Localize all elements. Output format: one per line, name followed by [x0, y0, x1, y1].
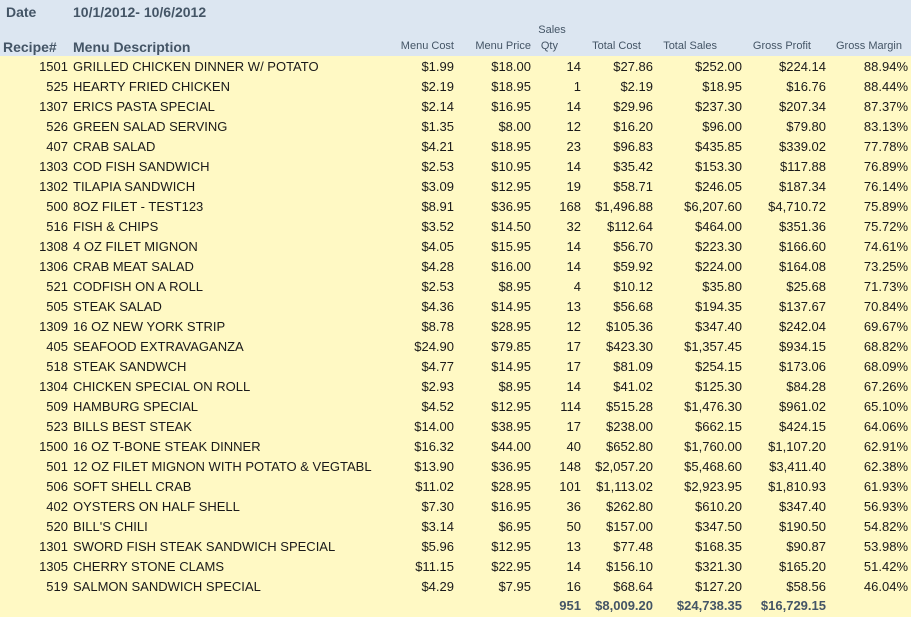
sales-qty-cell: 14: [566, 239, 581, 254]
menu-cost-cell: $2.93: [421, 379, 454, 394]
gross-margin-cell: 71.73%: [863, 279, 908, 294]
table-row: [0, 396, 911, 416]
menu-description-cell: CRAB MEAT SALAD: [73, 259, 194, 274]
total-sales-cell: $2,923.95: [684, 479, 742, 494]
total-cost-cell: $56.70: [613, 239, 653, 254]
recipe-number-cell: 1307: [39, 99, 68, 114]
date-label: Date: [6, 4, 37, 20]
menu-cost-cell: $2.14: [421, 99, 454, 114]
gross-profit-cell: $347.40: [779, 499, 826, 514]
gross-profit-column-header: Gross Profit: [752, 40, 811, 52]
menu-description-cell: GRILLED CHICKEN DINNER W/ POTATO: [73, 59, 319, 74]
recipe-number-cell: 518: [46, 359, 68, 374]
total-cost-cell: $652.80: [606, 439, 653, 454]
recipe-number-cell: 519: [46, 579, 68, 594]
table-row: [0, 256, 911, 276]
menu-price-cell: $12.95: [491, 399, 531, 414]
total-sales-cell: $1,357.45: [684, 339, 742, 354]
menu-cost-cell: $16.32: [414, 439, 454, 454]
gross-profit-cell: $1,107.20: [768, 439, 826, 454]
total-sales-cell: $252.00: [695, 59, 742, 74]
gross-margin-cell: 76.89%: [863, 159, 908, 174]
menu-description-cell: GREEN SALAD SERVING: [73, 119, 228, 134]
menu-cost-cell: $1.99: [421, 59, 454, 74]
menu-price-cell: $16.00: [491, 259, 531, 274]
sales-header-label: Sales: [538, 24, 566, 36]
gross-margin-cell: 51.42%: [863, 559, 908, 574]
recipe-number-cell: 1306: [39, 259, 68, 274]
total-cost-cell: $262.80: [606, 499, 653, 514]
date-range: 10/1/2012- 10/6/2012: [73, 4, 207, 20]
gross-margin-cell: 65.10%: [863, 399, 908, 414]
gross-margin-column-header: Gross Margin: [835, 40, 902, 52]
recipe-number-cell: 1501: [39, 59, 68, 74]
menu-price-cell: $38.95: [491, 419, 531, 434]
total-sales-column-header: Total Sales: [663, 40, 717, 52]
menu-price-cell: $14.50: [491, 219, 531, 234]
gross-margin-cell: 64.06%: [863, 419, 908, 434]
gross-profit-cell: $351.36: [779, 219, 826, 234]
totals-row: [0, 596, 911, 617]
menu-description-cell: CHERRY STONE CLAMS: [73, 559, 224, 574]
menu-cost-cell: $4.36: [421, 299, 454, 314]
table-row: [0, 196, 911, 216]
menu-price-cell: $12.95: [491, 539, 531, 554]
recipe-number-cell: 516: [46, 219, 68, 234]
gross-margin-cell: 56.93%: [863, 499, 908, 514]
sales-qty-cell: 19: [566, 179, 581, 194]
sales-qty-cell: 14: [566, 59, 581, 74]
menu-description-cell: CODFISH ON A ROLL: [73, 279, 204, 294]
table-row: [0, 556, 911, 576]
sales-qty-cell: 101: [559, 479, 581, 494]
menu-cost-cell: $8.91: [421, 199, 454, 214]
total-sales-cell: $347.40: [695, 319, 742, 334]
gross-profit-cell: $25.68: [786, 279, 826, 294]
gross-margin-cell: 69.67%: [863, 319, 908, 334]
total-sales-cell: $610.20: [695, 499, 742, 514]
recipe-number-cell: 1302: [39, 179, 68, 194]
sales-qty-cell: 32: [566, 219, 581, 234]
total-cost-cell: $112.64: [606, 219, 653, 234]
menu-cost-cell: $24.90: [414, 339, 454, 354]
total-sales-cell: $321.30: [695, 559, 742, 574]
sales-qty-cell: 148: [559, 459, 581, 474]
total-sales-cell: $194.35: [695, 299, 742, 314]
gross-profit-cell: $3,411.40: [769, 459, 826, 474]
gross-margin-cell: 77.78%: [863, 139, 908, 154]
recipe-number-cell: 523: [46, 419, 68, 434]
menu-description-cell: BILLS BEST STEAK: [73, 419, 192, 434]
menu-description-cell: 12 OZ FILET MIGNON WITH POTATO & VEGTABL: [73, 459, 372, 474]
table-row: [0, 156, 911, 176]
recipe-number-cell: 1308: [39, 239, 68, 254]
total-cost-cell: $515.28: [606, 399, 653, 414]
total-cost-cell: $68.64: [613, 579, 653, 594]
recipe-number-cell: 407: [46, 139, 68, 154]
total-sales-cell: $662.15: [695, 419, 742, 434]
sales-qty-cell: 1: [573, 79, 581, 94]
menu-cost-cell: $3.14: [421, 519, 454, 534]
total-cost-cell: $81.09: [613, 359, 653, 374]
total-cost-cell: $56.68: [613, 299, 653, 314]
menu-cost-cell: $4.77: [421, 359, 454, 374]
table-row: [0, 136, 911, 156]
sales-qty-cell: 36: [566, 499, 581, 514]
menu-cost-cell: $4.05: [421, 239, 454, 254]
menu-cost-cell: $3.52: [421, 219, 454, 234]
total-sales-cell: $153.30: [695, 159, 742, 174]
total-sales-cell: $223.30: [695, 239, 742, 254]
gross-profit-cell: $190.50: [779, 519, 826, 534]
gross-profit-cell: $224.14: [779, 59, 826, 74]
menu-description-cell: STEAK SALAD: [73, 299, 162, 314]
menu-cost-cell: $2.53: [421, 159, 454, 174]
menu-cost-cell: $11.15: [415, 559, 454, 574]
menu-price-cell: $18.95: [491, 79, 531, 94]
sales-qty-cell: 114: [560, 399, 581, 414]
total-cost-cell: $41.02: [613, 379, 653, 394]
sales-qty-cell: 168: [559, 199, 581, 214]
table-row: [0, 336, 911, 356]
menu-cost-cell: $3.09: [421, 179, 454, 194]
gross-margin-cell: 67.26%: [863, 379, 908, 394]
gross-profit-cell: $16.76: [786, 79, 826, 94]
gross-profit-cell: $1,810.93: [768, 479, 826, 494]
total-cost-cell: $58.71: [613, 179, 653, 194]
table-row: [0, 216, 911, 236]
menu-price-cell: $18.00: [491, 59, 531, 74]
gross-margin-cell: 76.14%: [863, 179, 908, 194]
recipe-number-cell: 526: [46, 119, 68, 134]
table-row: [0, 356, 911, 376]
menu-description-cell: COD FISH SANDWICH: [73, 159, 210, 174]
sales-qty-cell: 50: [566, 519, 581, 534]
qty-column-header: Qty: [540, 40, 558, 52]
total-cost-cell: $2.19: [620, 79, 653, 94]
total-cost-cell: $238.00: [606, 419, 653, 434]
menu-cost-cell: $11.02: [415, 479, 454, 494]
gross-margin-cell: 68.82%: [863, 339, 908, 354]
menu-price-cell: $14.95: [491, 359, 531, 374]
menu-price-cell: $16.95: [491, 499, 531, 514]
total-sales-cell: $127.20: [695, 579, 742, 594]
total-sales-cell: $347.50: [695, 519, 742, 534]
table-row: [0, 516, 911, 536]
total-sales-cell: $96.00: [702, 119, 742, 134]
menu-price-cell: $18.95: [491, 139, 531, 154]
gross-profit-cell: $173.06: [779, 359, 826, 374]
menu-description-cell: CRAB SALAD: [73, 139, 156, 154]
menu-cost-cell: $5.96: [421, 539, 454, 554]
recipe-number-cell: 521: [46, 279, 68, 294]
gross-margin-cell: 74.61%: [863, 239, 908, 254]
menu-cost-cell: $4.28: [421, 259, 454, 274]
gross-margin-cell: 62.91%: [863, 439, 908, 454]
total-cost-cell: $105.36: [606, 319, 653, 334]
recipe-number-cell: 1304: [39, 379, 68, 394]
sales-qty-cell: 14: [566, 379, 581, 394]
menu-price-cell: $8.95: [498, 379, 531, 394]
recipe-number-cell: 520: [46, 519, 68, 534]
table-row: [0, 116, 911, 136]
menu-description-cell: 16 OZ T-BONE STEAK DINNER: [73, 439, 261, 454]
gross-margin-cell: 62.38%: [863, 459, 908, 474]
gross-profit-sum: $16,729.15: [760, 598, 826, 613]
total-sales-cell: $18.95: [702, 79, 742, 94]
total-cost-cell: $157.00: [606, 519, 653, 534]
menu-cost-cell: $2.19: [421, 79, 454, 94]
menu-cost-column-header: Menu Cost: [400, 40, 454, 52]
gross-margin-cell: 87.37%: [863, 99, 908, 114]
total-cost-cell: $156.10: [606, 559, 653, 574]
menu-cost-cell: $14.00: [414, 419, 454, 434]
menu-price-cell: $36.95: [491, 199, 531, 214]
recipe-number-cell: 509: [46, 399, 68, 414]
total-sales-cell: $125.30: [695, 379, 742, 394]
gross-margin-cell: 83.13%: [863, 119, 908, 134]
table-row: [0, 316, 911, 336]
table-row: [0, 436, 911, 456]
total-sales-cell: $254.15: [695, 359, 742, 374]
table-row: [0, 236, 911, 256]
sales-qty-cell: 13: [566, 539, 581, 554]
menu-price-cell: $12.95: [491, 179, 531, 194]
menu-price-cell: $79.85: [491, 339, 531, 354]
gross-profit-cell: $164.08: [779, 259, 826, 274]
total-cost-cell: $1,496.88: [595, 199, 653, 214]
menu-description-cell: BILL'S CHILI: [73, 519, 148, 534]
total-sales-cell: $5,468.60: [684, 459, 742, 474]
menu-description-cell: 8OZ FILET - TEST123: [73, 199, 204, 214]
table-row: [0, 576, 911, 596]
gross-margin-cell: 88.44%: [863, 79, 908, 94]
menu-price-cell: $8.95: [498, 279, 531, 294]
total-sales-sum: $24,738.35: [676, 598, 742, 613]
sales-qty-cell: 14: [566, 159, 581, 174]
total-cost-cell: $1,113.02: [596, 479, 653, 494]
sales-qty-cell: 17: [566, 339, 581, 354]
table-row: [0, 276, 911, 296]
total-sales-cell: $35.80: [702, 279, 742, 294]
total-cost-cell: $10.12: [613, 279, 653, 294]
menu-price-cell: $16.95: [491, 99, 531, 114]
total-cost-cell: $29.96: [613, 99, 653, 114]
gross-profit-cell: $187.34: [779, 179, 826, 194]
recipe-number-cell: 1301: [39, 539, 68, 554]
total-sales-cell: $464.00: [695, 219, 742, 234]
report-rows: [0, 56, 911, 596]
recipe-number-cell: 1309: [39, 319, 68, 334]
gross-margin-cell: 68.09%: [863, 359, 908, 374]
menu-cost-cell: $4.29: [421, 579, 454, 594]
menu-price-cell: $10.95: [491, 159, 531, 174]
menu-cost-cell: $4.52: [421, 399, 454, 414]
total-qty: 951: [559, 598, 581, 613]
total-cost-cell: $77.48: [613, 539, 653, 554]
menu-price-cell: $15.95: [491, 239, 531, 254]
gross-profit-cell: $4,710.72: [768, 199, 826, 214]
total-sales-cell: $435.85: [695, 139, 742, 154]
total-sales-cell: $237.30: [695, 99, 742, 114]
recipe-number-cell: 1303: [39, 159, 68, 174]
menu-price-cell: $8.00: [498, 119, 531, 134]
menu-description-cell: HEARTY FRIED CHICKEN: [73, 79, 230, 94]
table-row: [0, 536, 911, 556]
menu-price-cell: $36.95: [491, 459, 531, 474]
sales-qty-cell: 4: [573, 279, 581, 294]
menu-price-cell: $14.95: [491, 299, 531, 314]
recipe-number-cell: 500: [46, 199, 68, 214]
sales-qty-cell: 17: [566, 419, 581, 434]
menu-cost-cell: $7.30: [421, 499, 454, 514]
menu-description-cell: 16 OZ NEW YORK STRIP: [73, 319, 226, 334]
total-sales-cell: $246.05: [695, 179, 742, 194]
sales-qty-cell: 23: [566, 139, 581, 154]
menu-description-cell: OYSTERS ON HALF SHELL: [73, 499, 240, 514]
menu-description-cell: CHICKEN SPECIAL ON ROLL: [73, 379, 251, 394]
gross-profit-cell: $166.60: [779, 239, 826, 254]
sales-qty-cell: 12: [566, 119, 581, 134]
total-cost-cell: $423.30: [606, 339, 653, 354]
recipe-column-header: Recipe#: [3, 39, 57, 55]
total-cost-cell: $96.83: [613, 139, 653, 154]
gross-margin-cell: 46.04%: [863, 579, 908, 594]
total-cost-cell: $27.86: [613, 59, 653, 74]
menu-cost-cell: $4.21: [421, 139, 454, 154]
menu-price-cell: $6.95: [498, 519, 531, 534]
gross-profit-cell: $165.20: [779, 559, 826, 574]
total-cost-cell: $59.92: [613, 259, 653, 274]
total-cost-sum: $8,009.20: [595, 598, 653, 613]
gross-profit-cell: $79.80: [786, 119, 826, 134]
gross-profit-cell: $934.15: [779, 339, 826, 354]
table-row: [0, 476, 911, 496]
menu-description-cell: STEAK SANDWCH: [73, 359, 187, 374]
gross-margin-cell: 70.84%: [863, 299, 908, 314]
total-sales-cell: $224.00: [695, 259, 742, 274]
table-row: [0, 416, 911, 436]
recipe-number-cell: 1305: [39, 559, 68, 574]
table-row: [0, 496, 911, 516]
gross-margin-cell: 54.82%: [863, 519, 908, 534]
report-header: [0, 0, 911, 56]
menu-description-cell: SEAFOOD EXTRAVAGANZA: [73, 339, 244, 354]
menu-price-cell: $22.95: [491, 559, 531, 574]
gross-margin-cell: 88.94%: [863, 59, 908, 74]
recipe-number-cell: 525: [46, 79, 68, 94]
recipe-number-cell: 402: [46, 499, 68, 514]
total-cost-cell: $16.20: [613, 119, 653, 134]
menu-price-column-header: Menu Price: [475, 40, 531, 52]
gross-profit-cell: $137.67: [779, 299, 826, 314]
gross-profit-cell: $207.34: [779, 99, 826, 114]
menu-price-cell: $28.95: [491, 319, 531, 334]
gross-profit-cell: $242.04: [779, 319, 826, 334]
description-column-header: Menu Description: [73, 39, 191, 55]
menu-cost-cell: $2.53: [421, 279, 454, 294]
menu-description-cell: ERICS PASTA SPECIAL: [73, 99, 215, 114]
total-sales-cell: $1,476.30: [684, 399, 742, 414]
menu-description-cell: HAMBURG SPECIAL: [73, 399, 198, 414]
gross-margin-cell: 75.89%: [863, 199, 908, 214]
sales-qty-cell: 14: [566, 259, 581, 274]
table-row: [0, 376, 911, 396]
sales-qty-cell: 40: [566, 439, 581, 454]
recipe-number-cell: 1500: [39, 439, 68, 454]
menu-price-cell: $28.95: [491, 479, 531, 494]
sales-qty-cell: 12: [566, 319, 581, 334]
gross-profit-cell: $424.15: [779, 419, 826, 434]
gross-margin-cell: 53.98%: [863, 539, 908, 554]
sales-qty-cell: 17: [566, 359, 581, 374]
menu-cost-cell: $13.90: [414, 459, 454, 474]
table-row: [0, 296, 911, 316]
total-cost-cell: $35.42: [613, 159, 653, 174]
recipe-number-cell: 505: [46, 299, 68, 314]
total-sales-cell: $1,760.00: [684, 439, 742, 454]
gross-margin-cell: 61.93%: [863, 479, 908, 494]
gross-profit-cell: $961.02: [779, 399, 826, 414]
table-row: [0, 56, 911, 76]
menu-description-cell: SOFT SHELL CRAB: [73, 479, 192, 494]
sales-qty-cell: 14: [566, 99, 581, 114]
gross-margin-cell: 75.72%: [863, 219, 908, 234]
gross-profit-cell: $90.87: [786, 539, 826, 554]
sales-qty-cell: 14: [566, 559, 581, 574]
total-sales-cell: $168.35: [695, 539, 742, 554]
menu-description-cell: SALMON SANDWICH SPECIAL: [73, 579, 261, 594]
gross-profit-cell: $58.56: [786, 579, 826, 594]
gross-profit-cell: $84.28: [786, 379, 826, 394]
total-cost-column-header: Total Cost: [592, 40, 641, 52]
menu-description-cell: TILAPIA SANDWICH: [73, 179, 196, 194]
menu-price-cell: $44.00: [491, 439, 531, 454]
menu-description-cell: 4 OZ FILET MIGNON: [73, 239, 198, 254]
total-sales-cell: $6,207.60: [684, 199, 742, 214]
gross-profit-cell: $117.88: [779, 159, 826, 174]
menu-price-cell: $7.95: [498, 579, 531, 594]
sales-qty-cell: 13: [566, 299, 581, 314]
table-row: [0, 96, 911, 116]
recipe-number-cell: 501: [46, 459, 68, 474]
menu-cost-cell: $1.35: [421, 119, 454, 134]
gross-margin-cell: 73.25%: [863, 259, 908, 274]
menu-description-cell: SWORD FISH STEAK SANDWICH SPECIAL: [73, 539, 336, 554]
gross-profit-cell: $339.02: [779, 139, 826, 154]
sales-qty-cell: 16: [566, 579, 581, 594]
recipe-number-cell: 506: [46, 479, 68, 494]
menu-description-cell: FISH & CHIPS: [73, 219, 159, 234]
menu-cost-cell: $8.78: [421, 319, 454, 334]
table-row: [0, 176, 911, 196]
table-row: [0, 456, 911, 476]
recipe-number-cell: 405: [46, 339, 68, 354]
table-row: [0, 76, 911, 96]
total-cost-cell: $2,057.20: [595, 459, 653, 474]
